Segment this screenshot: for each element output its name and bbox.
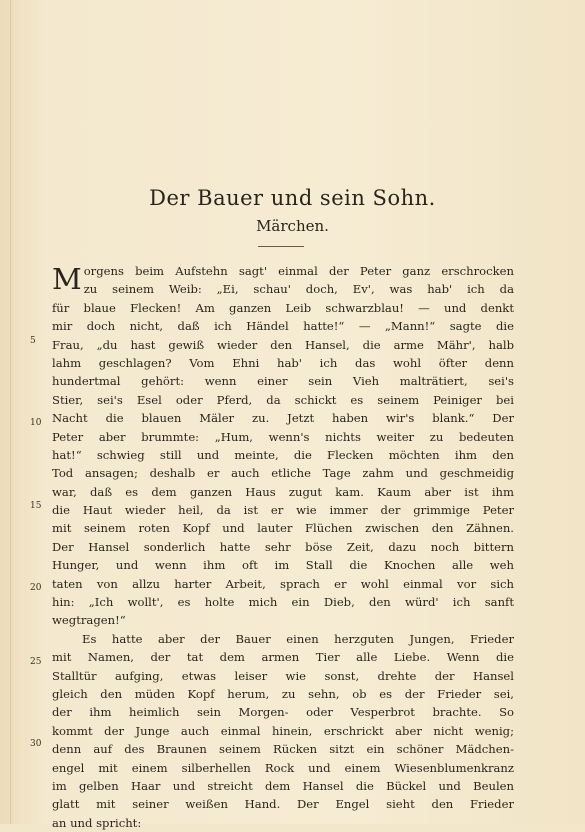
text-line: Stier, sei's Esel oder Pferd, da schickt es seinem Peiniger bei bbox=[52, 392, 514, 407]
line-number: 15 bbox=[30, 501, 42, 511]
text-line: Es hatte aber der Bauer einen herzguten Jungen, Frieder bbox=[82, 631, 514, 646]
text-line: hundertmal gehört: wenn einer sein Vieh malträtiert, sei's bbox=[52, 374, 514, 389]
text-line: mir doch nicht, daß ich Händel hatte!“ — „Mann!“ sagte die bbox=[52, 319, 514, 334]
chapter-subtitle: Märchen. bbox=[256, 217, 329, 235]
text-line: taten von allzu harter Arbeit, sprach er wohl einmal vor sich bbox=[52, 576, 514, 591]
text-line: mit Namen, der tat dem armen Tier alle Liebe. Wenn die bbox=[52, 650, 514, 665]
page-gutter bbox=[10, 0, 11, 824]
text-line: hat!“ schwieg still und meinte, die Flecken möchten ihm den bbox=[52, 447, 514, 462]
chapter-title: Der Bauer und sein Sohn. bbox=[149, 186, 436, 210]
text-line: für blaue Flecken! Am ganzen Leib schwarzblau! — und denkt bbox=[52, 300, 514, 315]
line-number: 30 bbox=[30, 739, 42, 749]
drop-cap: M bbox=[52, 262, 82, 296]
text-line: der ihm heimlich sein Morgen- oder Vesperbrot brachte. So bbox=[52, 705, 514, 720]
text-line: orgens beim Aufstehn sagt' einmal der Peter ganz erschrocken bbox=[83, 264, 514, 278]
text-line: mit seinem roten Kopf und lauter Flüchen zwischen den Zähnen. bbox=[52, 521, 514, 536]
line-number: 5 bbox=[30, 336, 36, 346]
line-number: 20 bbox=[30, 583, 42, 593]
text-line: wegtragen!“ bbox=[52, 613, 126, 628]
text-line: Frau, „du hast gewiß wieder den Hansel, die arme Mähr', halb bbox=[52, 337, 514, 352]
text-line: Hunger, und wenn ihm oft im Stall die Knochen alle weh bbox=[52, 558, 514, 573]
text-line: an und spricht: bbox=[52, 815, 142, 830]
line-number: 10 bbox=[30, 418, 42, 428]
text-line: hin: „Ich wollt', es holte mich ein Dieb, den würd' ich sanft bbox=[52, 595, 514, 610]
text-line: engel mit einem silberhellen Rock und einem Wiesenblumenkranz bbox=[52, 760, 514, 775]
text-line: im gelben Haar und streicht dem Hansel die Bückel und Beulen bbox=[52, 778, 514, 793]
title-divider bbox=[258, 246, 304, 247]
text-line: Peter aber brummte: „Hum, wenn's nichts weiter zu bedeuten bbox=[52, 429, 514, 444]
text-line: kommt der Junge auch einmal hinein, erschrickt aber nicht wenig; bbox=[52, 723, 514, 738]
text-line: glatt mit seiner weißen Hand. Der Engel sieht den Frieder bbox=[52, 797, 514, 812]
text-line: Der Hansel sonderlich hatte sehr böse Zeit, dazu noch bittern bbox=[52, 539, 514, 554]
text-line: Stalltür aufging, etwas leiser wie sonst, drehte der Hansel bbox=[52, 668, 514, 683]
text-line: war, daß es dem ganzen Haus zugut kam. Kaum aber ist ihm bbox=[52, 484, 514, 499]
text-line: denn auf des Braunen seinem Rücken sitzt ein schöner Mädchen- bbox=[52, 742, 514, 757]
story-text bbox=[52, 262, 514, 832]
text-line: die Haut wieder heil, da ist er wie immer der grimmige Peter bbox=[52, 503, 514, 518]
text-line: Nacht die blauen Mäler zu. Jetzt haben wir's blank.“ Der bbox=[52, 411, 514, 426]
text-line: zu seinem Weib: „Ei, schau' doch, Ev', was hab' ich da bbox=[83, 282, 514, 297]
line-number: 25 bbox=[30, 657, 42, 667]
text-line: lahm geschlagen? Vom Ehni hab' ich das wohl öfter denn bbox=[52, 355, 514, 370]
text-line: gleich den müden Kopf herum, zu sehn, ob es der Frieder sei, bbox=[52, 686, 514, 701]
text-line: Tod ansagen; deshalb er auch etliche Tage zahm und geschmeidig bbox=[52, 466, 514, 481]
